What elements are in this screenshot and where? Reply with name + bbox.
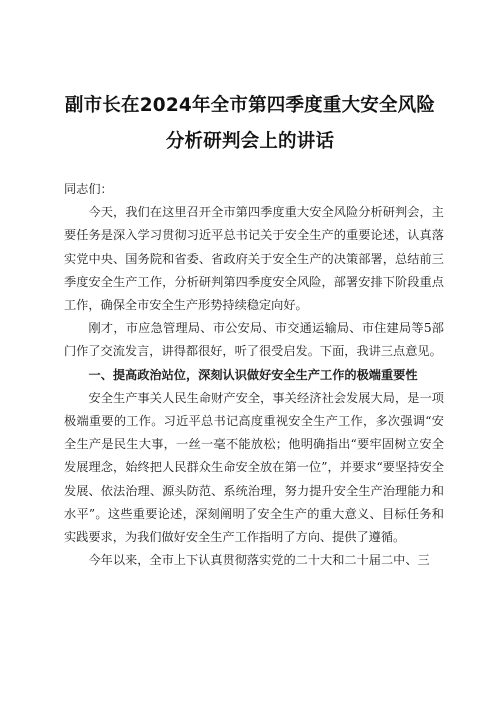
- paragraph-reports: 刚才，市应急管理局、市公安局、市交通运输局、市住建局等5部门作了交流发言，讲得都很好，听了很受启发。下面，我讲三点意见。: [64, 321, 444, 359]
- document-body: [64, 178, 444, 572]
- paragraph-this-year: 今年以来，全市上下认真贯彻落实党的二十大和二十届二中、三: [88, 553, 430, 568]
- salutation: 同志们：: [64, 182, 113, 196]
- document-title-line-1: 副市长在2024年全市第四季度重大安全风险: [64, 95, 436, 116]
- document-title-line-2: 分析研判会上的讲话: [165, 131, 335, 152]
- paragraph-importance: 安全生产事关人民生命财产安全，事关经济社会发展大局，是一项极端重要的工作。习近平总书记高度重视安全生产工作，多次强调“安全生产是民生大事，一丝一毫不能放松；他明确指出“要牢固树立安全发展理念，始终把人民群众生命安全放在第一位”，并要求“要坚持安全发展、依法治理、源头防范、系统治理，努力提升安全生产治理能力和水平”。这些重要论述，深刻阐明了安全生产的重大意义、目标任务和实践要求，为我们做好安全生产工作指明了方向、提供了遵循。: [64, 390, 444, 545]
- section-heading-1: 一、提高政治站位，深刻认识做好安全生产工作的极端重要性: [88, 367, 418, 382]
- paragraph-opening: 今天，我们在这里召开全市第四季度重大安全风险分析研判会，主要任务是深入学习贯彻习近平总书记关于安全生产的重要论述，认真落实党中央、国务院和省委、省政府关于安全生产的决策部署，总结前三季度安全生产工作，分析研判第四季度安全风险，部署安排下阶段重点工作，确保全市安全生产形势持续稳定向好。: [64, 205, 444, 313]
